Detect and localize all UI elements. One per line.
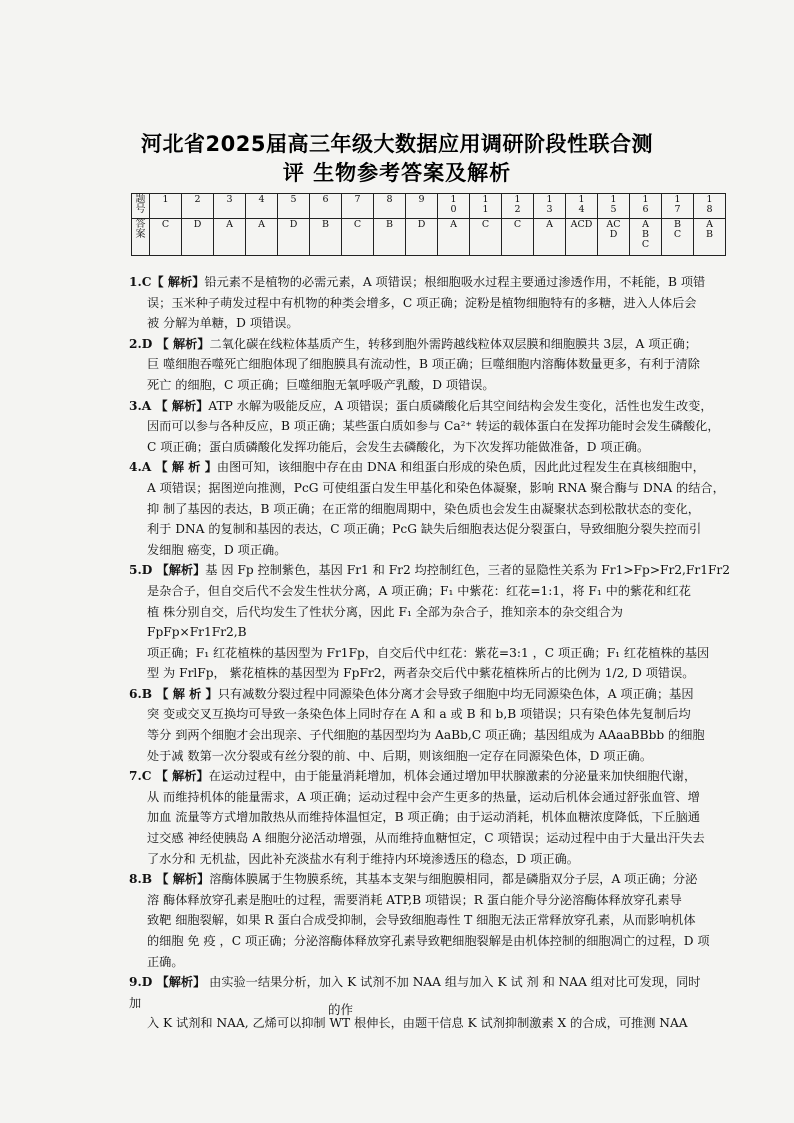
answer-cell: C: [342, 219, 374, 256]
item-line: 铅元素不是植物的必需元素，A 项错误；根细胞吸水过程主要通过渗透作用，不耗能，B 项错: [204, 275, 706, 289]
item-lead: 4.A 【 解 析 】: [129, 460, 217, 475]
item-line: 被 分解为单糖，D 项错误。: [147, 316, 299, 331]
answer-cell: A: [214, 219, 246, 256]
item-line: 溶 酶体释放穿孔素是胞吐的过程，需要消耗 ATP,B 项错误；R 蛋白能介导分泌溶酶体释放穿孔素导: [147, 892, 682, 907]
question-number: 1 5: [598, 194, 630, 219]
answer-cell: B: [374, 219, 406, 256]
answer-cell: C: [150, 219, 182, 256]
item-line: 入 K 试剂和 NAA, 乙烯可以抑制 WT 根伸长，由题干信息 K 试剂抑制激素 X 的合成，可推测 NAA: [147, 1016, 688, 1031]
question-number: 1 8: [694, 194, 726, 219]
question-number-row: [132, 194, 726, 219]
answer-cell: B: [310, 219, 342, 256]
item-line: 处于减 数第一次分裂或有丝分裂的前、中、后期，则该细胞一定存在同源染色体，D 项正确。: [147, 748, 653, 763]
item-line: 型 为 FrlFp， 紫花植株的基因型为 FpFr2，两者杂交后代中紫花植株所占的比例为 1/2, D 项错误。: [147, 666, 695, 681]
item-line: 抑 制了基因的表达，B 项正确；在正常的细胞周期中，染色质也会发生由凝聚状态到松散状态的变化，: [147, 501, 700, 516]
item-line: 二氧化碳在线粒体基质产生，转移到胞外需跨越线粒体双层膜和细胞膜共 3层，A 项正确；: [209, 336, 697, 351]
item-line: C 项正确；蛋白质磷酸化发挥功能后，会发生去磷酸化，为下次发挥功能做准备，D 项正确。: [147, 439, 650, 454]
page-fragment-text: 的作: [328, 1002, 354, 1017]
explanation-item: [129, 560, 741, 684]
answer-cell: ACD: [566, 219, 598, 256]
answer-cell: A B C: [630, 219, 662, 256]
explanation-item: [129, 972, 741, 1034]
item-line: 植 株分别自交，后代均发生了性状分离，因此 F₁ 全部为杂合子，推知亲本的杂交组合为: [147, 604, 623, 619]
item-line: 死亡 的细胞，C 项正确；巨噬细胞无氧呼吸产乳酸，D 项错误。: [147, 377, 495, 392]
item-line: ATP 水解为吸能反应，A 项错误；蛋白质磷酸化后其空间结构会发生变化，活性也发生改变，: [208, 398, 713, 413]
question-number: 4: [246, 194, 278, 219]
row-label-number: 题 号: [132, 194, 150, 219]
item-line: 从 而维持机体的能量需求，A 项正确；运动过程中会产生更多的热量，运动后机体会通过舒张血管、增: [147, 789, 700, 804]
item-line: 等分 到两个细胞才会出现亲、子代细胞的基因型均为 AaBb,C 项正确；基因组成为 AAaaBBbb 的细胞: [147, 728, 705, 743]
item-line: 是杂合子，但自交后代不会发生性状分离，A 项正确；F₁ 中紫花：红花=1:1，将 F₁ 中的紫花和红花: [147, 583, 691, 598]
question-number: 1 3: [534, 194, 566, 219]
page-subtitle: 评 生物参考答案及解析: [282, 161, 512, 185]
item-line: 在运动过程中，由于能量消耗增加，机体会通过增加甲状腺激素的分泌量来加快细胞代谢，: [208, 769, 697, 784]
answer-cell: A: [246, 219, 278, 256]
item-line: 基 因 Fp 控制紫色，基因 Fr1 和 Fr2 均控制红色，三者的显隐性关系为 Fr1>Fp>Fr2,Fr1Fr2: [205, 563, 731, 578]
item-line: 致靶 细胞裂解，如果 R 蛋白合成受抑制，会导致细胞毒性 T 细胞无法正常释放穿孔素，从而影响机体: [147, 913, 696, 928]
item-line: 加血 流量等方式增加散热从而维持体温恒定，B 项正确；由于运动消耗，机体血糖浓度降低，下丘脑通: [147, 810, 700, 825]
explanation-item: [129, 457, 741, 560]
item-line: 由实验一结果分析，加入 K 试剂不加 NAA 组与加入 K 试 剂 和 NAA 组对比可发现，同时: [205, 975, 701, 990]
explanation-item: [129, 334, 741, 396]
item-line: A 项错误；据图逆向推测，PcG 可使组蛋白发生甲基化和染色体凝聚，影响 RNA 聚合酶与 DNA 的结合，: [147, 480, 725, 495]
answer-cell: C: [470, 219, 502, 256]
item-line: 了水分和 无机盐，因此补充淡盐水有利于维持内环境渗透压的稳态，D 项正确。: [147, 851, 579, 866]
explanation-item: [129, 766, 741, 869]
question-number: 1 7: [662, 194, 694, 219]
explanations: [129, 272, 741, 1034]
answer-cell: A B: [694, 219, 726, 256]
question-number: 1 0: [438, 194, 470, 219]
question-number: 6: [310, 194, 342, 219]
row-label-answer: 答 案: [132, 219, 150, 256]
answer-cell: D: [278, 219, 310, 256]
item-line: 溶酶体膜属于生物膜系统，其基本支架与细胞膜相同，都是磷脂双分子层，A 项正确；分泌: [209, 872, 698, 887]
item-lead: 2.D 【 解析】: [129, 336, 210, 351]
item-line: 过交感 神经使胰岛 A 细胞分泌活动增强，从而维持血糖恒定，C 项错误；运动过程中由于大量出汗失去: [147, 831, 705, 846]
item-line: 加: [129, 995, 142, 1010]
explanation-item: [129, 684, 741, 766]
page-title: 河北省2025届高三年级大数据应用调研阶段性联合测: [141, 132, 653, 156]
explanation-item: [129, 396, 741, 458]
item-line: 突 变或交叉互换均可导致一条染色体上同时存在 A 和 a 或 B 和 b,B 项错误；只有染色体先复制后均: [147, 707, 691, 722]
answer-cell: D: [182, 219, 214, 256]
answer-table: [131, 193, 726, 256]
item-line: 项正确；F₁ 红花植株的基因型为 Fr1Fp，自交后代中红花：紫花=3:1 ，C 项正确；F₁ 红花植株的基因: [147, 645, 710, 660]
answer-cell: A: [534, 219, 566, 256]
question-number: 1 1: [470, 194, 502, 219]
question-number: 9: [406, 194, 438, 219]
question-number: 2: [182, 194, 214, 219]
item-lead: 8.B 【 解析】: [129, 872, 210, 887]
item-line: FpFp×Fr1Fr2,B: [147, 625, 247, 640]
explanation-item: [129, 272, 741, 334]
item-lead: 9.D 【解析】: [129, 975, 206, 990]
item-line: 的细胞 免 疫 ，C 项正确；分泌溶酶体释放穿孔素导致靶细胞裂解是由机体控制的细胞凋亡的过程，D 项: [147, 934, 710, 948]
item-lead: 7.C 【 解析】: [129, 769, 209, 784]
item-lead: 6.B 【 解 析 】: [129, 686, 218, 701]
item-line: 正确。: [147, 954, 184, 969]
item-line: 发细胞 癌变，D 项正确。: [147, 542, 287, 557]
question-number: 8: [374, 194, 406, 219]
item-line: 巨 噬细胞吞噬死亡细胞体现了细胞膜具有流动性，B 项正确；巨噬细胞内溶酶体数量更多，有利于清除: [147, 357, 700, 372]
question-number: 1 6: [630, 194, 662, 219]
item-line: 只有减数分裂过程中同源染色体分离才会导致子细胞中均无同源染色体，A 项正确；基因: [217, 686, 694, 701]
explanation-item: [129, 869, 741, 972]
item-line: 由图可知，该细胞中存在由 DNA 和组蛋白形成的染色质，因此此过程发生在真核细胞中，: [216, 460, 705, 475]
answer-cell: C: [502, 219, 534, 256]
answer-cell: AC D: [598, 219, 630, 256]
answer-cell: D: [406, 219, 438, 256]
answer-cell: A: [438, 219, 470, 256]
question-number: 1: [150, 194, 182, 219]
answer-cell: B C: [662, 219, 694, 256]
item-line: 误；玉米种子萌发过程中有机物的种类会增多，C 项正确；淀粉是植物细胞特有的多糖，进入人体后会: [147, 295, 697, 310]
item-lead: 1.C【 解析】: [129, 275, 205, 289]
question-number: 1 4: [566, 194, 598, 219]
item-line: 因而可以参与各种反应，B 项正确；某些蛋白质如参与 Ca²⁺ 转运的载体蛋白在发挥功能时会发生磷酸化，: [147, 419, 720, 434]
answer-row: [132, 219, 726, 256]
question-number: 5: [278, 194, 310, 219]
question-number: 3: [214, 194, 246, 219]
item-lead: 5.D 【解析】: [129, 563, 206, 578]
item-lead: 3.A 【 解析】: [129, 398, 209, 413]
question-number: 1 2: [502, 194, 534, 219]
question-number: 7: [342, 194, 374, 219]
item-line: 利于 DNA 的复制和基因的表达，C 项正确；PcG 缺失后细胞表达促分裂蛋白，导致细胞分裂失控而引: [147, 522, 702, 537]
